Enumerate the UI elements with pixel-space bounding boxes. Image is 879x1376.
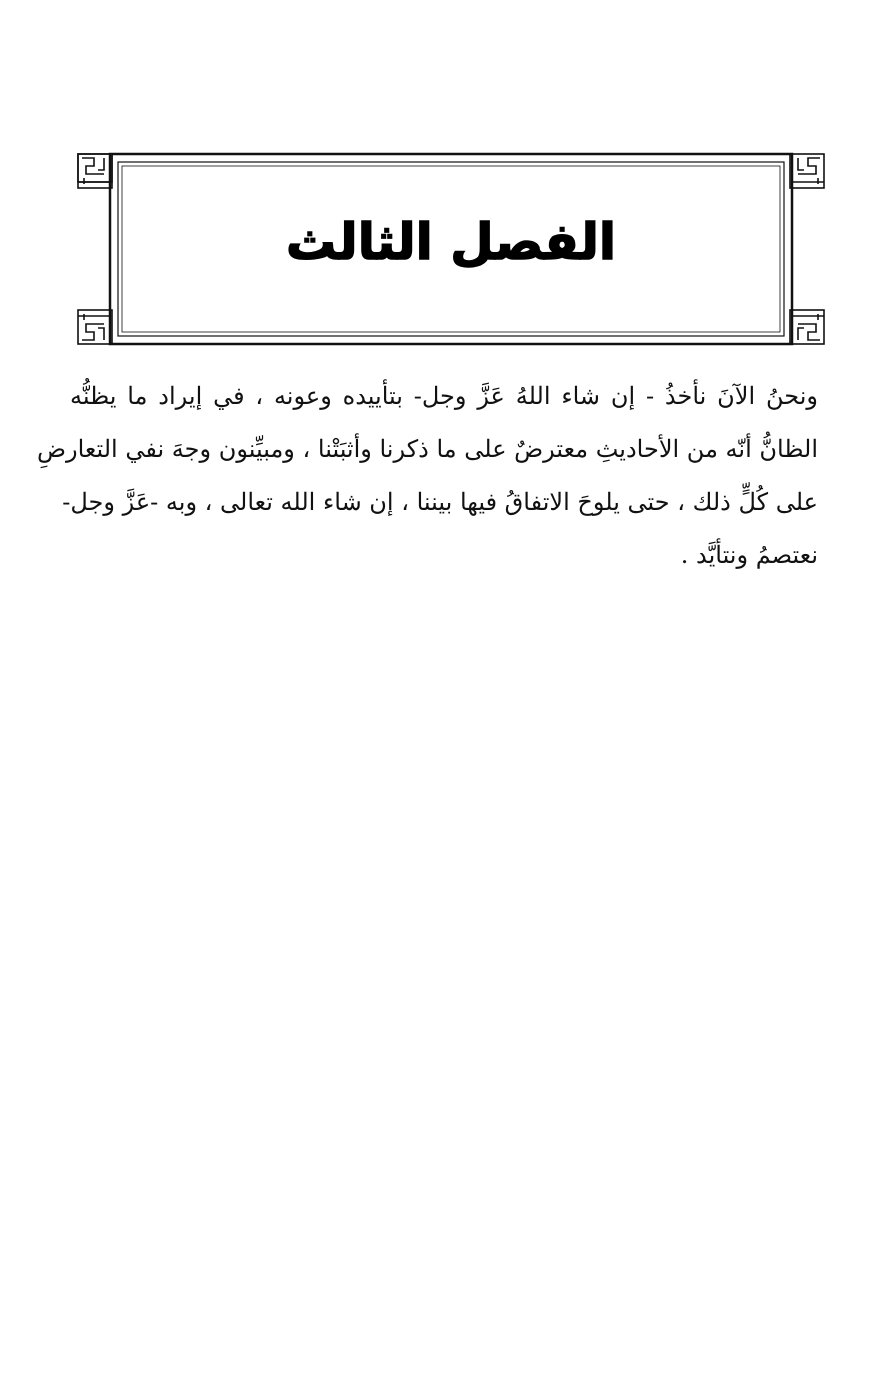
paragraph-line: ونحنُ الآنَ نأخذُ - إن شاء اللهُ عَزَّ وجل- بتأييده وعونه ، في إيراد ما يظنُّه: [70, 382, 818, 410]
paragraph-line: الظانُّ أنّه من الأحاديثِ معترضٌ على ما ذكرنا وأثبَتْنا ، ومبيِّنون وجهَ نفي التعارضِ: [36, 435, 818, 463]
paragraph-line: نعتصمُ ونتأيَّد .: [680, 541, 818, 569]
corner-ornament-bottom-right: [790, 310, 824, 344]
chapter-header-frame: [74, 150, 828, 350]
corner-ornament-bottom-left: [78, 310, 112, 344]
paragraph-line: على كُلٍّ ذلك ، حتى يلوحَ الاتفاقُ فيها بيننا ، إن شاء الله تعالى ، وبه -عَزَّ وجل-: [62, 488, 818, 516]
corner-ornament-top-left: [78, 154, 112, 188]
chapter-title: الفصل الثالث: [285, 213, 616, 271]
body-paragraph: [36, 370, 818, 582]
corner-ornament-top-right: [790, 154, 824, 188]
